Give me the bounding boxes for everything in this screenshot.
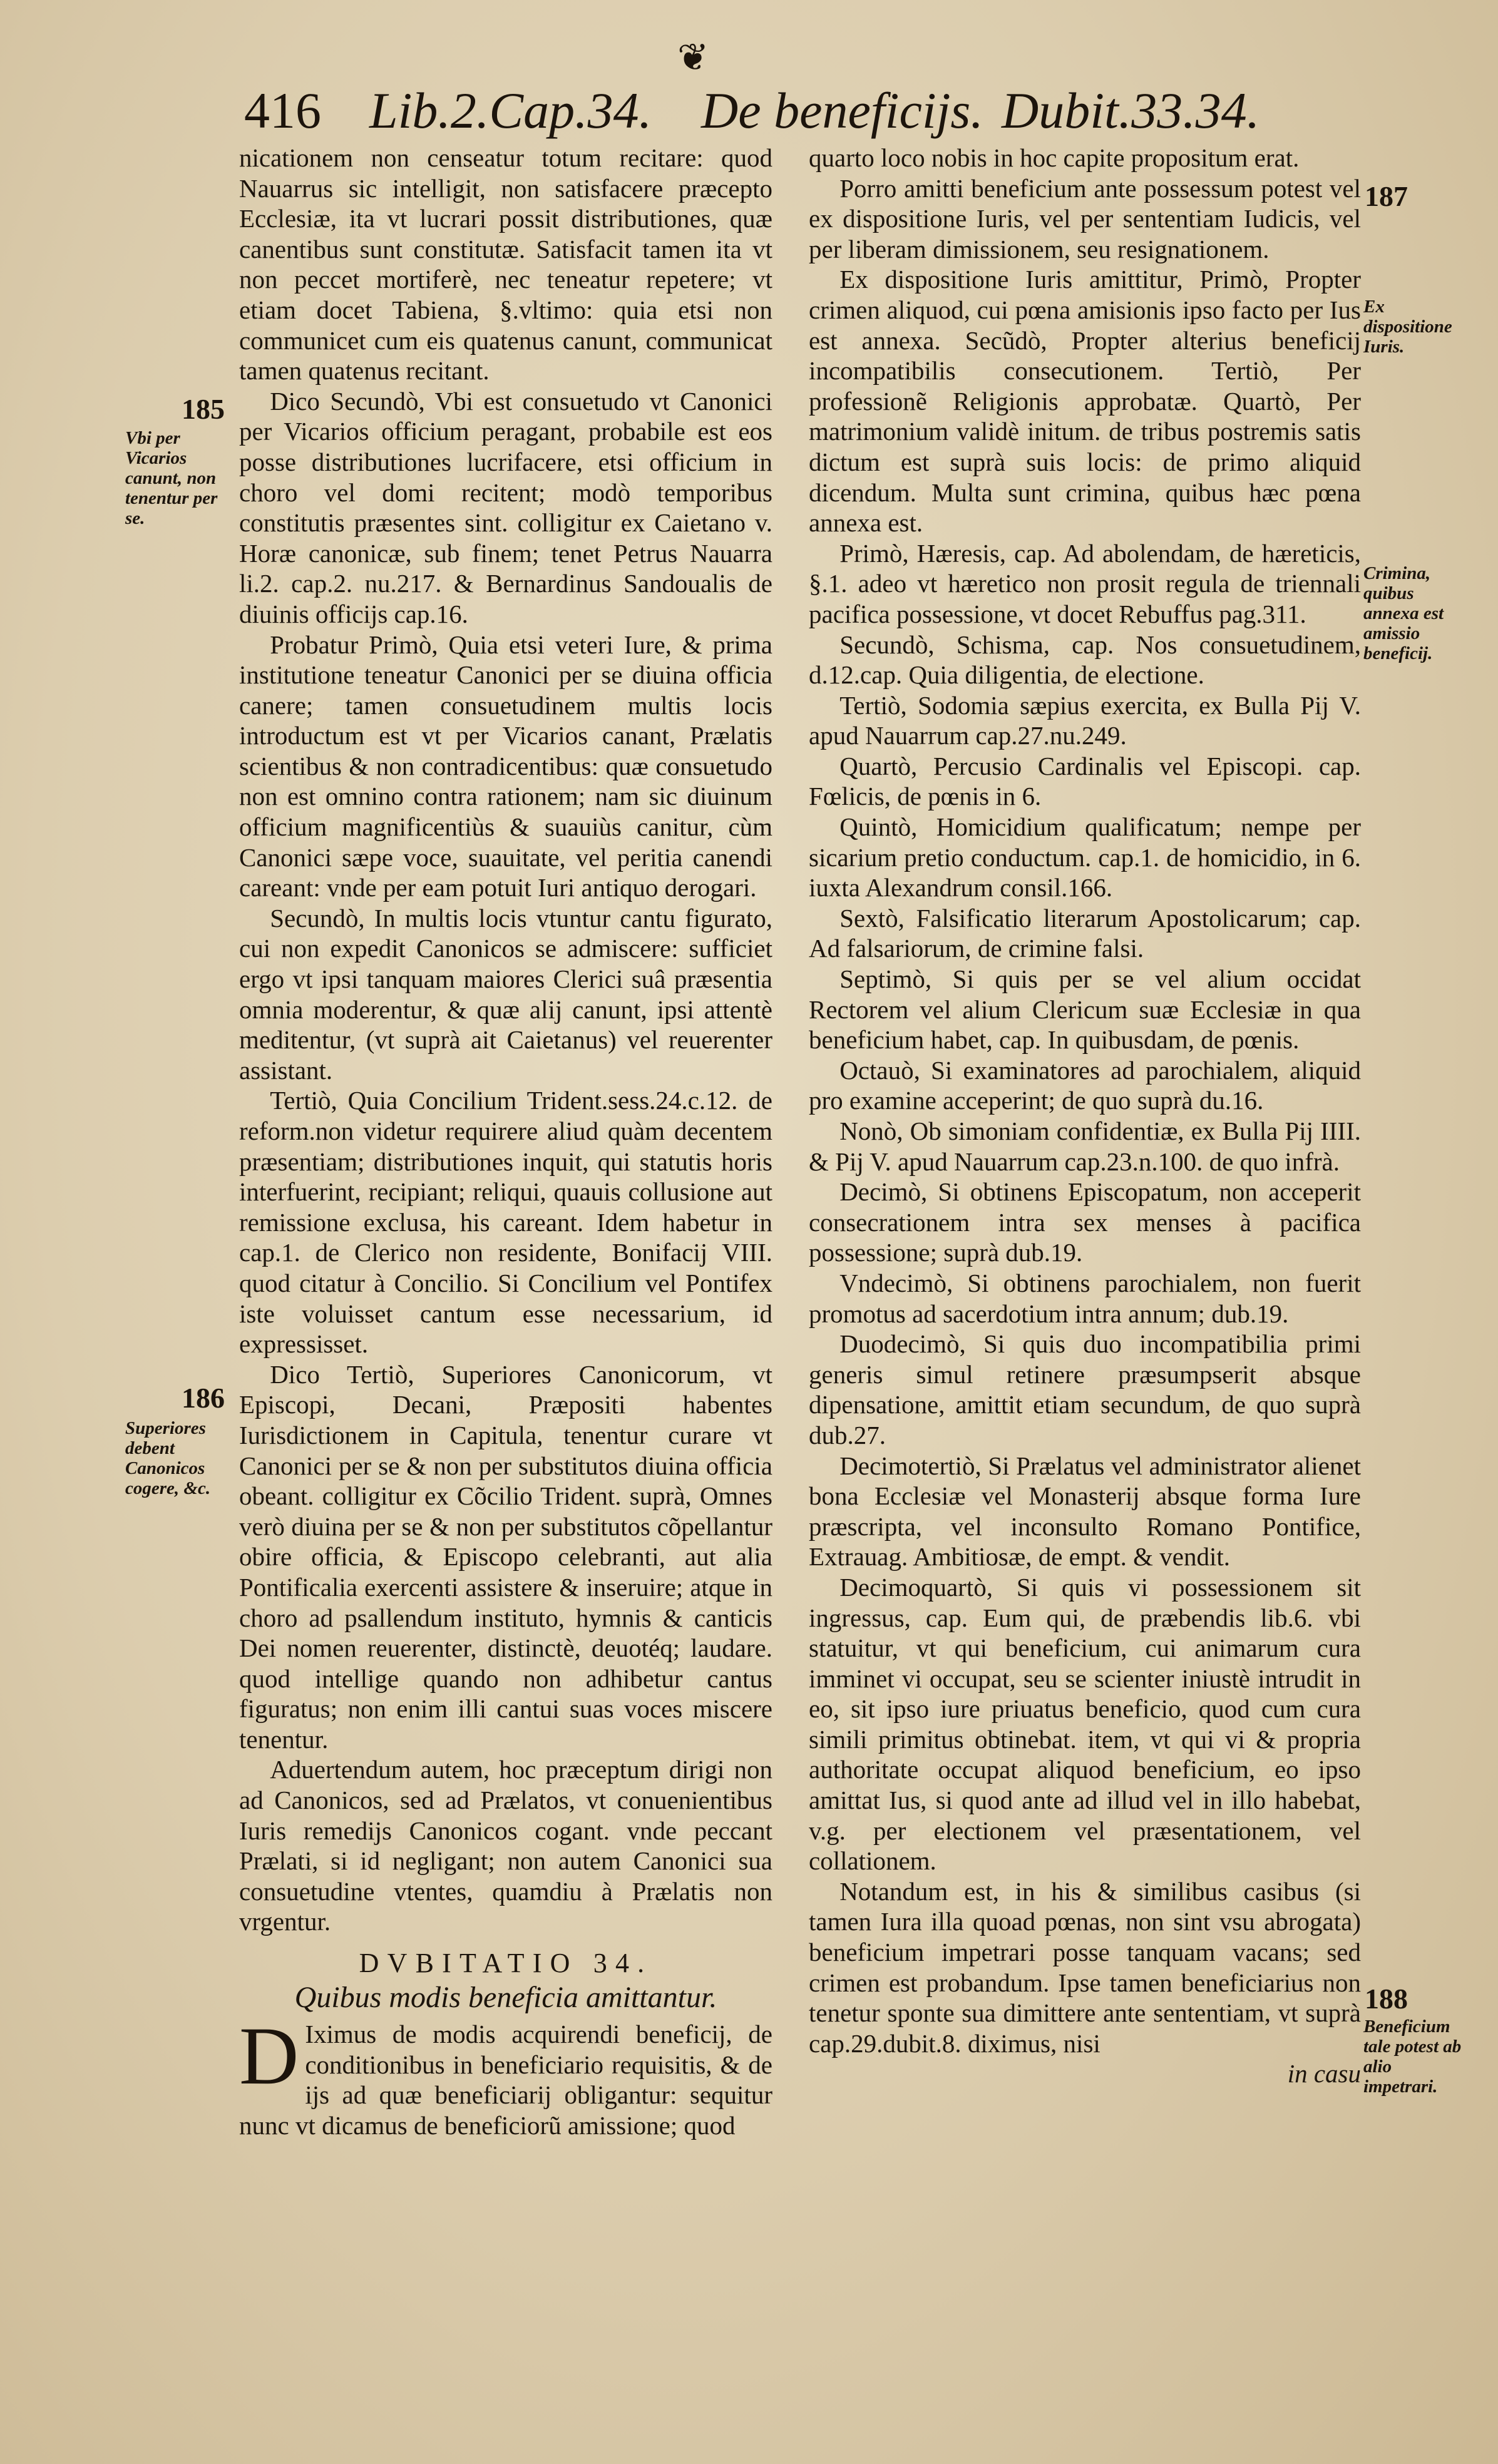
paragraph: Septimò, Si quis per se vel alium occidat Rectorem vel alium Clericum suæ Ecclesiæ in qua beneficium habet, cap. In quibusdam, de pœnis.	[809, 964, 1361, 1055]
paragraph: Dico Tertiò, Superiores Canonicorum, vt Episcopi, Decani, Præpositi habentes Iurisdictionem in Capitula, tenentur curare vt Canonici per se & non per substitutos diuina officia obeant. colligitur ex Cõcilio Trident. suprà, Omnes verò diuina per se & non per substitutos cõpellantur obire officia, & Episcopo celebranti, aut alia Pontificalia exercenti assistere & inseruire; atque in choro ad psallendum instituto, hymnis & canticis Dei nomen reuerenter, distinctè, deuotéq; laudare. quod intellige quando non adhibetur cantus figuratus; non enim illi cantui suas voces miscere tenentur.	[239, 1359, 772, 1754]
paragraph: Duodecimò, Si quis duo incompatibilia primi generis simul retinere præsumpserit absque dipensatione, amittit etiam secundum, de quo suprà dub.27.	[809, 1329, 1361, 1449]
header-dubit: Dubit.33.34.	[1002, 82, 1260, 139]
paragraph: quarto loco nobis in hoc capite propositum erat.	[809, 143, 1300, 172]
paragraph: Sextò, Falsificatio literarum Apostolicarum; cap. Ad falsariorum, de crimine falsi.	[809, 903, 1361, 963]
margin-note: Ex dispositione Iuris.	[1363, 297, 1452, 357]
margin-note: Vbi per Vicarios canunt, non tenentur per se.	[125, 428, 218, 528]
paragraph: Primò, Hæresis, cap. Ad abolendam, de hæreticis, §.1. adeo vt hæretico non prosit regula de triennali pacifica possessione, vt docet Rebuffus pag.311.	[809, 538, 1361, 628]
ornament-icon: ❦	[677, 37, 709, 78]
running-header	[244, 83, 1277, 139]
paragraph: Porro amitti beneficium ante possessum potest vel ex dispositione Iuris, vel per sententiam Iudicis, vel per liberam dimissionem, seu resignationem.	[809, 173, 1361, 263]
folio-number: 416	[244, 82, 321, 139]
paragraph: Probatur Primò, Quia etsi veteri Iure, & prima institutione teneatur Canonici per se diuina officia canere; tamen consuetudinem multis locis introductum est vt per Vicarios canant, Prælatis scientibus & non contradicentibus: quæ consuetudo non est omnino contra rationem; nam sic diuinum officium magnificentiùs & suauiùs canitur, cùm Canonici sæpe voce, suauitate, vel peritia canendi careant: vnde per eam potuit Iuri antiquo derogari.	[239, 630, 772, 902]
paragraph: Aduertendum autem, hoc præceptum dirigi non ad Canonicos, sed ad Prælatos, vt conuenientibus Iuris remedijs Canonicos cogant. vnde peccant Prælati, si id negligant; non autem Canonici sua consuetudine vtentes, quamdiu à Prælatis non vrgentur.	[239, 1755, 772, 1936]
left-column	[239, 143, 772, 2141]
section-number: 188	[1365, 1983, 1408, 2015]
paragraph: Ex dispositione Iuris amittitur, Primò, Propter crimen aliquod, cui pœna amisionis ipso facto per Ius est annexa. Secũdò, Propter alterius beneficij incompatibilis consecutionem. Tertiò, Per professionẽ Religionis approbatæ. Quartò, Per matrimonium validè initum. de tribus postremis satis dictum est suprà suis locis: de primo aliquid dicendum. Multa sunt crimina, quibus hæc pœna annexa est.	[809, 265, 1361, 538]
opening-paragraph	[239, 2010, 772, 2140]
paragraph: Vndecimò, Si obtinens parochialem, non fuerit promotus ad sacerdotium intra annum; dub.19.	[809, 1268, 1361, 1328]
paragraph: Tertiò, Quia Concilium Trident.sess.24.c.12. de reform.non videtur requirere aliud quàm decentem præsentiam; distributiones inquit, qui statutis horis interfuerint, recipiant; reliqui, quauis collusione aut remissione exclusa, his careant. Idem habetur in cap.1. de Clerico non residente, Bonifacij VIII. quod citatur à Concilio. Si Concilium vel Pontifex iste voluisset cantum esse necessarium, id expressisset.	[239, 1086, 772, 1359]
section-number: 186	[182, 1382, 225, 1414]
margin-note: Crimina, quibus annexa est amissio beneficij.	[1363, 563, 1444, 663]
margin-note: Superiores debent Canonicos cogere, &c.	[125, 1418, 211, 1498]
paragraph: Tertiò, Sodomia sæpius exercita, ex Bulla Pij V. apud Nauarrum cap.27.nu.249.	[809, 690, 1361, 750]
paragraph: Dico Secundò, Vbi est consuetudo vt Canonici per Vicarios officium peragant, probabile est eos posse distributiones lucrifacere, etsi officium in choro vel domi recitent; modò temporibus constitutis præsentes sint. colligitur ex Caietano v. Horæ canonicæ, sub finem; tenet Petrus Nauarra li.2. cap.2. nu.217. & Bernardinus Sandoualis de diuinis officijs cap.16.	[239, 386, 772, 628]
paragraph: Quintò, Homicidium qualificatum; nempe per sicarium pretio conductum. cap.1. de homicidio, in 6. iuxta Alexandrum consil.166.	[809, 812, 1361, 902]
paragraph: Notandum est, in his & similibus casibus (si tamen Iura illa quoad pœnas, non sint vsu abrogata) beneficium impetrari posse tanquam vacans; sed crimen est probandum. Ipse tamen beneficiarius non tenetur sponte sua dimittere ante sententiam, vt suprà cap.29.dubit.8. diximus, nisi	[809, 1876, 1361, 2058]
paragraph: Decimò, Si obtinens Episcopatum, non acceperit consecrationem intra sex menses à pacifica possessione; suprà dub.19.	[809, 1177, 1361, 1267]
section-number: 187	[1365, 180, 1408, 212]
header-title: De beneficijs.	[701, 82, 983, 139]
right-column	[809, 143, 1361, 2089]
margin-note: Beneficium tale potest ab alio impetrari.	[1363, 2017, 1462, 2097]
dubitatio-subtitle: Quibus modis beneficia amittantur.	[294, 1980, 717, 2014]
paragraph: nicationem non censeatur totum recitare: quod Nauarrus sic intelligit, non satisfacere præcepto Ecclesiæ, ita vt lucrari possit distributiones, quæ canentibus sunt constitutæ. Satisfacit tamen ita vt non peccet mortiferè, nec teneatur repetere; vt etiam docet Tabiena, §.vltimo: quia etsi non communicet cum eis quatenus canunt, communicat tamen quatenus recitant.	[239, 143, 772, 386]
paragraph: Octauò, Si examinatores ad parochialem, aliquid pro examine acceperint; de quo suprà du.16.	[809, 1055, 1361, 1115]
paragraph: Nonò, Ob simoniam confidentiæ, ex Bulla Pij IIII. & Pij V. apud Nauarrum cap.23.n.100. de quo infrà.	[809, 1117, 1361, 1176]
paragraph: Decimoquartò, Si quis vi possessionem sit ingressus, cap. Eum qui, de præbendis lib.6. vbi statuitur, vt qui beneficium, cui animarum cura imminet vi occupat, seu se scienter iniustè intrudit in eo, sit ipso iure priuatus beneficio, quod cum cura simili primitus obtinebat. item, vt qui vi & propria authoritate occupat aliquod beneficium, eo ipso amittat Ius, si quod ante ad illud vel in illo habebat, v.g. per electionem vel præsentationem, vel collationem.	[809, 1572, 1361, 1876]
paragraph: Secundò, Schisma, cap. Nos consuetudinem, d.12.cap. Quia diligentia, de electione.	[809, 630, 1361, 690]
paragraph: Decimotertiò, Si Prælatus vel administrator alienet bona Ecclesiæ vel Monasterij absque forma Iure præscripta, vel inconsulto Romano Pontifice, Extrauag. Ambitiosæ, de empt. & vendit.	[809, 1451, 1361, 1572]
header-lib-cap: Lib.2.Cap.34.	[369, 82, 652, 139]
drop-cap: D	[239, 2010, 299, 2102]
section-number: 185	[182, 393, 225, 425]
paragraph: Secundò, In multis locis vtuntur cantu figurato, cui non expedit Canonicos se admiscere: sufficiet ergo vt ipsi tanquam maiores Clerici suâ præsentia omnia moderentur, & quæ alij canunt, ipsi attentè meditentur, (vt suprà ait Caietanus) vel reuerenter assistant.	[239, 903, 772, 1085]
paragraph: Quartò, Percusio Cardinalis vel Episcopi. cap. Fœlicis, de pœnis in 6.	[809, 751, 1361, 811]
opening-text: Iximus de modis acquirendi beneficij, de conditionibus in beneficiario requisitis, & de ijs ad quæ beneficiarij obligantur: sequitur nunc vt dicamus de beneficiorũ amissione; quod	[239, 2020, 772, 2140]
dubitatio-heading: DVBITATIO 34.	[359, 1948, 653, 1979]
catchword: in casu	[1287, 2059, 1361, 2088]
